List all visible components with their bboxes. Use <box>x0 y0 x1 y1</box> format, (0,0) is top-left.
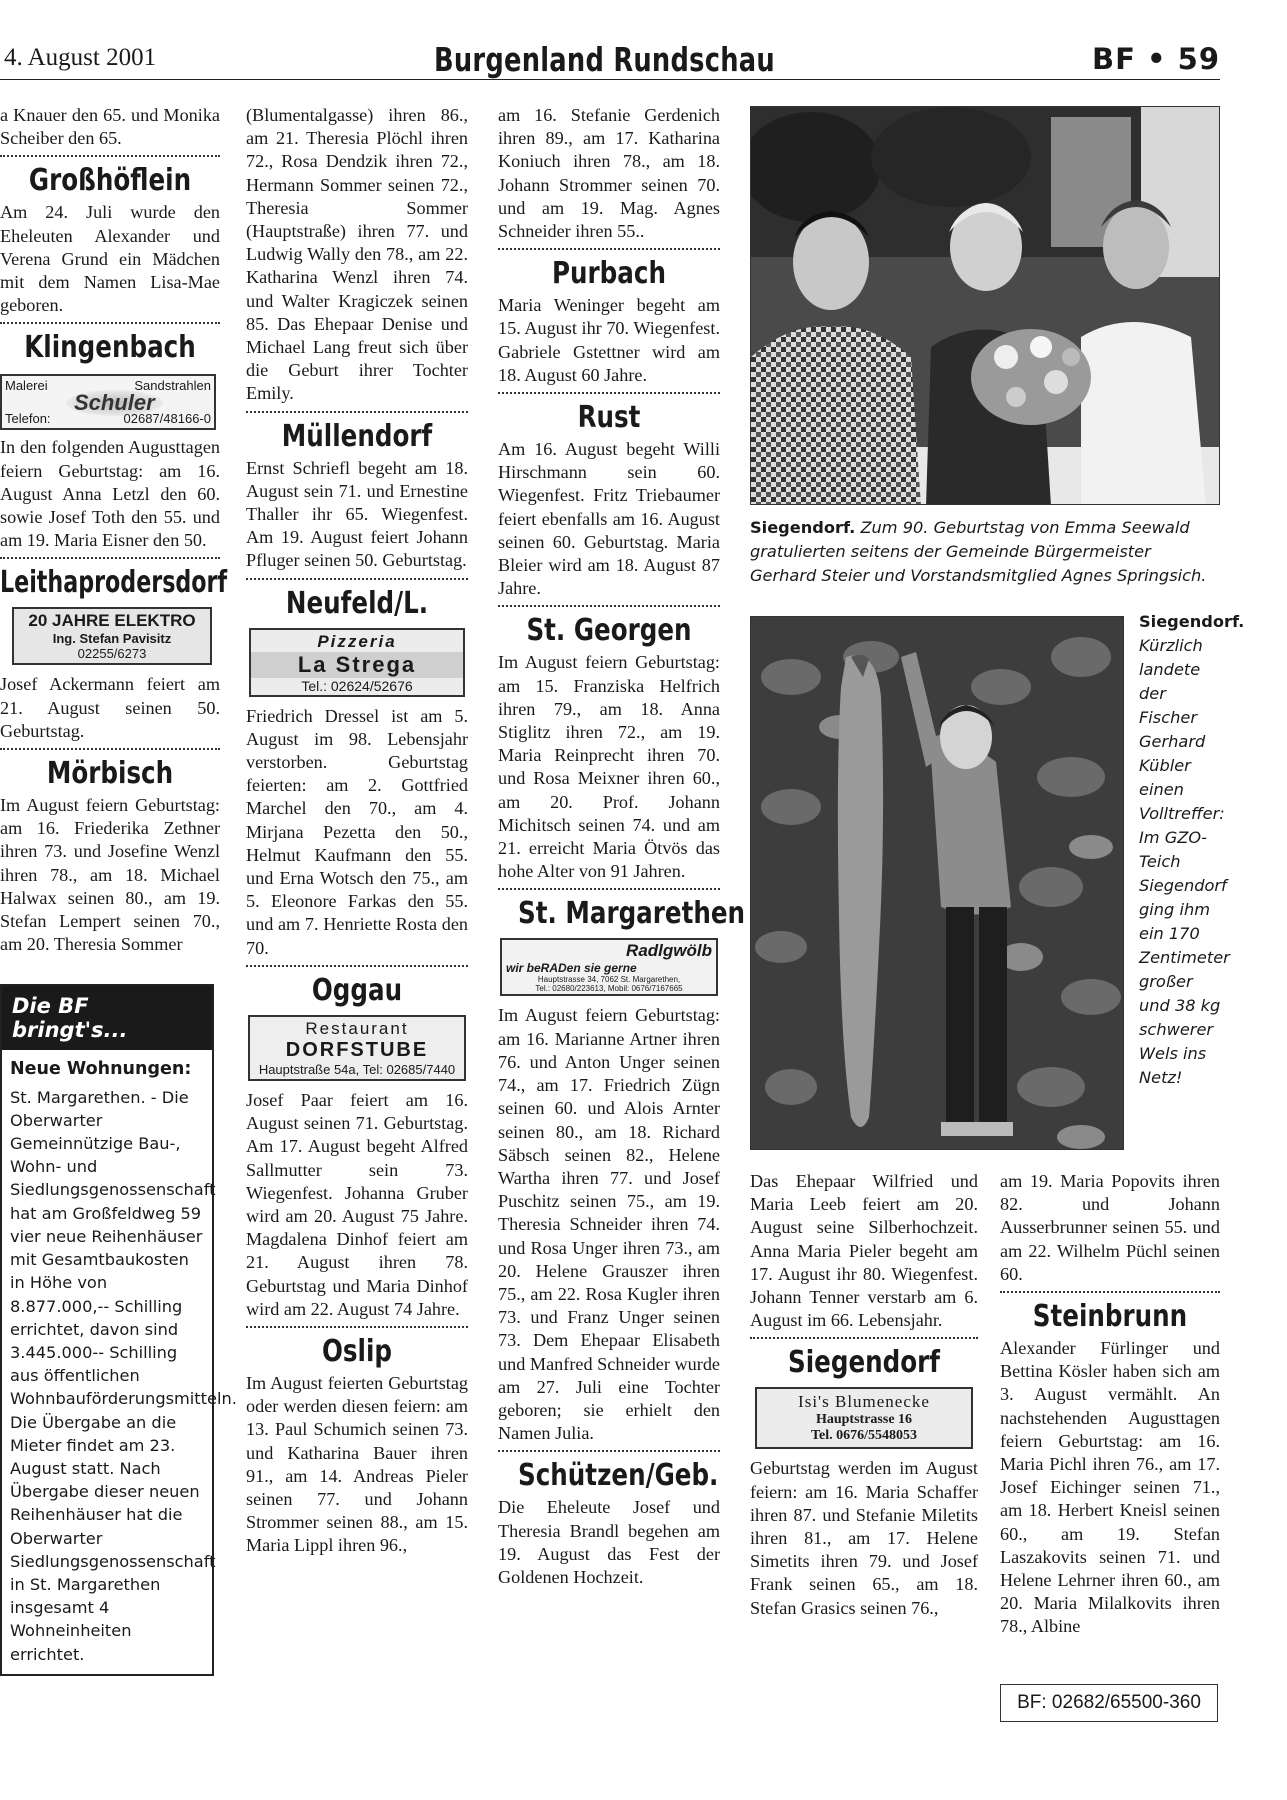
contact-phone-box: BF: 02682/65500-360 <box>1000 1684 1218 1722</box>
section-heading-leithaprodersdorf: Leithaprodersdorf <box>0 565 228 601</box>
article-text: Das Ehepaar Wilfried und Maria Leeb feiert am 20. August seine Silberhochzeit. Anna Maria Pieler begeht am 17. August ihr 80. Wiegenfest. Johann Tenner verstarb am 6. August im 66. Lebensjahr. <box>750 1171 978 1331</box>
ad-schuler-logo: Schuler <box>66 390 163 416</box>
article-text: Maria Weninger begeht am 15. August ihr 70. Wiegenfest. Gabriele Gstettner wird am 18. August 60 Jahre. <box>498 295 720 385</box>
article-text: am 19. Maria Popovits ihren 82. und Johann Ausserbrunner seinen 55. und am 22. Wilhelm Püchl seinen 60. <box>1000 1171 1220 1284</box>
article-text: Geburtstag werden im August feiern: am 16. Maria Schaffer ihren 87. und Stefanie Miletits ihren 81., am 17. Helene Simetits ihren 79. und Josef Frank seinen 65., am 18. Stefan Grasics seinen 76., <box>750 1458 978 1618</box>
article-text: Im August feiern Geburtstag: am 16. Friederika Zethner ihren 73. und Josefine Wenzl ihren 78., am 18. Michael Halwax seinen 80., am 19. Stefan Lempert seinen 70., am 20. Theresia Sommer <box>0 795 220 955</box>
info-box-bf-bringts <box>0 984 237 1675</box>
ad-dorfstube-line2: DORFSTUBE <box>285 1038 429 1061</box>
ad-schuler-right: Sandstrahlen <box>134 378 211 394</box>
dotted-separator <box>246 1326 468 1328</box>
ad-pizzeria-line1: Pizzeria <box>317 631 397 651</box>
ad-blumenecke-line1: Isi's Blumenecke <box>798 1392 930 1412</box>
dotted-separator <box>246 411 468 413</box>
ad-radlgwoelb-line2: wir beRADen sie gerne <box>506 961 637 976</box>
ad-schuler-phone: 02687/48166-0 <box>123 411 211 427</box>
ad-blumenecke-line2: Hauptstrasse 16 <box>815 1412 913 1428</box>
info-box-subtitle: Neue Wohnungen: <box>10 1059 192 1080</box>
photo1-caption <box>750 516 1222 588</box>
ad-schuler <box>0 374 216 430</box>
section-heading-moerbisch: Mörbisch <box>46 756 174 792</box>
page-header <box>0 40 1220 80</box>
dotted-separator <box>1000 1291 1220 1293</box>
section-heading-oslip: Oslip <box>321 1333 393 1369</box>
section-heading-purbach: Purbach <box>552 256 666 292</box>
dotted-separator <box>0 155 220 157</box>
article-text: Ernst Schriefl begeht am 18. August sein 71. und Ernestine Thaller ihr 65. Wiegenfest. Am 19. August feiert Johann Pfluger seinen 50. Geburtstag. <box>246 457 468 571</box>
page-number: BF • 59 <box>1092 42 1220 76</box>
ad-schuler-left: Malerei <box>5 378 48 394</box>
article-text: Im August feiern Geburtstag: am 15. Franziska Helfrich ihren 79., am 18. Anna Stiglitz ihren 72., am 19. Maria Reinprecht ihren 70. und Rosa Meixner ihren 60., am 20. Prof. Johann Michitsch seinen 74. und am 21. erreicht Maria Ötvös das hohe Alter von 91 Jahren. <box>498 652 720 882</box>
ad-blumenecke-line3: Tel. 0676/5548053 <box>810 1428 918 1444</box>
photo2-caption-place: Siegendorf. <box>1139 612 1245 631</box>
section-heading-st-margarethen: St. Margarethen <box>517 896 746 932</box>
issue-date: 4. August 2001 <box>4 44 157 71</box>
section-heading-grosshoeflein: Großhöflein <box>28 163 192 199</box>
dotted-separator <box>0 748 220 750</box>
photo-fisherman-catfish <box>750 616 1124 1150</box>
article-text: am 16. Stefanie Gerdenich ihren 89., am 17. Katharina Koniuch ihren 78., am 18. Johann Strommer seinen 70. und am 19. Mag. Agnes Schneider ihren 55.. <box>498 105 720 242</box>
ad-dorfstube-line1: Restaurant <box>305 1018 409 1038</box>
article-text: Am 24. Juli wurde den Eheleuten Alexander und Verena Grund ein Mädchen mit dem Namen Lisa-Mae geboren. <box>0 202 220 316</box>
ad-elektro <box>12 607 212 665</box>
ad-radlgwoelb-line4: Tel.: 02680/223613, Mobil: 0676/7167665 <box>535 984 683 994</box>
photo1-caption-text: Zum 90. Geburtstag von Emma Seewald gratulierten seitens der Gemeinde Bürgermeister Gerhard Steier und Vorstandsmitglied Agnes Springsich. <box>750 518 1207 585</box>
ad-restaurant-dorfstube <box>248 1015 466 1081</box>
dotted-separator <box>246 578 468 580</box>
dotted-separator <box>0 557 220 559</box>
photo2-caption-text: Kürzlich landete der Fischer Gerhard Kübler einen Volltreffer: Im GZO-Teich Siegendorf ging ihm ein 170 Zentimeter großer und 38 kg schwerer Wels ins Netz! <box>1139 636 1230 1087</box>
article-text: Die Eheleute Josef und Theresia Brandl begehen am 19. August das Fest der Goldenen Hochzeit. <box>498 1497 720 1587</box>
ad-pizzeria-line3: Tel.: 02624/52676 <box>301 677 413 694</box>
article-text: Josef Ackermann feiert am 21. August seinen 50. Geburtstag. <box>0 674 220 741</box>
photo-catfish-image <box>751 617 1124 1150</box>
ad-isis-blumenecke <box>755 1387 973 1449</box>
newspaper-title: Burgenland Rundschau <box>434 40 775 79</box>
dotted-separator <box>246 965 468 967</box>
column-5 <box>1000 1170 1220 1639</box>
article-text: a Knauer den 65. und Monika Scheiber den 65. <box>0 105 220 149</box>
photo-birthday-celebration <box>750 106 1220 505</box>
column-1 <box>0 104 237 1676</box>
ad-radlgwoelb-line1: Radlgwölb <box>626 941 712 961</box>
photo1-caption-place: Siegendorf. <box>750 518 856 537</box>
section-heading-rust: Rust <box>577 400 641 436</box>
dotted-separator <box>750 1337 978 1339</box>
ad-elektro-line3: 02255/6273 <box>77 646 147 662</box>
article-text: Im August feiern Geburtstag: am 16. Marianne Artner ihren 76. und Anton Unger seinen 74., am 17. Friedrich Zügn seinen 60. und Alois Arnter seinen 80., am 18. Richard Säbsch seinen 82., Helene Wartha ihren 77. und Josef Puschitz seinen 75., am 19. Theresia Schneider ihren 74. und Rosa Unger ihren 73., am 20. Helene Grauszer ihren 75., am 22. Rosa Kugler ihren 73. und Franz Unger seinen 73. Dem Ehepaar Elisabeth und Manfred Schneider wurde am 27. Juli eine Tochter geboren; sie erhielt den Namen Julia. <box>498 1005 720 1444</box>
article-text: Friedrich Dressel ist am 5. August im 98. Lebensjahr verstorben. Geburtstag feierten: am 2. Gottfried Marchel den 70., am 4. Mirjana Pezetta den 50., Helmut Kaufmann den 55. und Erna Wotsch den 75., am 5. Eleonore Farkas den 55. und am 7. Henriette Rosta den 70. <box>246 705 468 958</box>
dotted-separator <box>498 392 720 394</box>
ad-radlgwoelb-line3: Hauptstrasse 34, 7062 St. Margarethen, <box>537 975 681 985</box>
section-heading-neufeld: Neufeld/L. <box>285 585 429 621</box>
photo-birthday-image <box>751 107 1220 505</box>
dotted-separator <box>498 888 720 890</box>
info-box-title: Die BF bringt's... <box>2 986 212 1050</box>
ad-schuler-phone-label: Telefon: <box>5 411 51 427</box>
column-2 <box>246 104 468 1558</box>
section-heading-klingenbach: Klingenbach <box>24 330 196 366</box>
section-heading-schuetzen: Schützen/Geb. <box>517 1458 719 1494</box>
section-heading-oggau: Oggau <box>311 972 403 1008</box>
photo2-caption <box>1139 610 1245 1090</box>
dotted-separator <box>498 248 720 250</box>
section-heading-steinbrunn: Steinbrunn <box>1032 1299 1188 1335</box>
article-text: Josef Paar feiert am 16. August seinen 71. Geburtstag. Am 17. August begeht Alfred Sallmutter sein 73. Wiegenfest. Johanna Gruber wird am 20. August 75 Jahre. Magdalena Dinhof feiert am 21. August ihren 78. Geburtstag und Maria Dinhof wird am 22. August 74 Jahre. <box>246 1089 468 1319</box>
ad-radlgwoelb <box>500 938 718 996</box>
article-text: Alexander Fürlinger und Bettina Kösler haben sich am 3. August vermählt. An nachstehenden Augusttagen feiern Geburtstag: am 16. Maria Pichl ihren 76., am 17. Josef Eichinger seinen 71., am 18. Herbert Kneisl seinen 60., am 19. Stefan Laszakovits seinen 71. und Helene Lehrner ihren 60., am 20. Maria Milalkovits ihren 78., Albine <box>1000 1338 1220 1637</box>
section-heading-st-georgen: St. Georgen <box>526 613 692 649</box>
ad-elektro-line1: 20 JAHRE ELEKTRO <box>28 611 196 631</box>
info-box-text: St. Margarethen. - Die Oberwarter Gemeinnützige Bau-, Wohn- und Siedlungsgenossenschaft hat am Großfeldweg 59 vier neue Reihenhäuser mit Gesamtbaukosten in Höhe von 8.877.000,-- Schilling errichtet, davon sind 3.445.000-- Schilling aus öffentlichen Wohnbauförderungsmitteln. Die Übergabe an die Mieter findet am 23. August statt. Nach Übergabe dieser neuen Reihenhäuser hat die Oberwarter Siedlungsgenossenschaft in St. Margarethen insgesamt 4 Wohneinheiten errichtet. <box>10 1087 237 1664</box>
column-4 <box>750 1170 978 1620</box>
article-text: (Blumentalgasse) ihren 86., am 21. Theresia Plöchl ihren 72., Rosa Dendzik ihren 72., Hermann Sommer seinen 72., Theresia Sommer (Hauptstraße) ihren 77. und Ludwig Wally den 78., am 22. Katharina Wenzl ihren 74. und Walter Kragiczek seinen 85. Das Ehepaar Denise und Michael Lang freut sich über die Geburt ihrer Tochter Emily. <box>246 105 468 404</box>
article-text: Am 16. August begeht Willi Hirschmann sein 60. Wiegenfest. Fritz Triebaumer feiert ebenfalls am 16. August seinen 60. Geburtstag. Maria Bleier wird am 18. August 87 Jahre. <box>498 439 720 599</box>
section-heading-siegendorf: Siegendorf <box>787 1345 940 1381</box>
article-text: Im August feierten Geburtstag oder werden diesen feiern: am 13. Paul Schumich seinen 73. und Katharina Bauer ihren 91., am 14. Andreas Pieler seinen 77. und Johann Strommer seinen 88., am 15. Maria Lippl ihren 96., <box>246 1372 468 1556</box>
dotted-separator <box>498 1450 720 1452</box>
ad-pizzeria-line2: La Strega <box>251 652 463 678</box>
dotted-separator <box>498 605 720 607</box>
dotted-separator <box>0 322 220 324</box>
column-3 <box>498 104 746 1589</box>
section-heading-muellendorf: Müllendorf <box>281 418 433 454</box>
article-text: In den folgenden Augusttagen feiern Geburtstag: am 16. August Anna Letzl den 60. sowie Josef Toth den 55. und am 19. Maria Eisner den 50. <box>0 437 220 551</box>
ad-pizzeria-la-strega <box>249 628 465 697</box>
ad-dorfstube-line3: Hauptstraße 54a, Tel: 02685/7440 <box>258 1061 456 1077</box>
ad-elektro-line2: Ing. Stefan Pavisitz <box>52 631 172 647</box>
